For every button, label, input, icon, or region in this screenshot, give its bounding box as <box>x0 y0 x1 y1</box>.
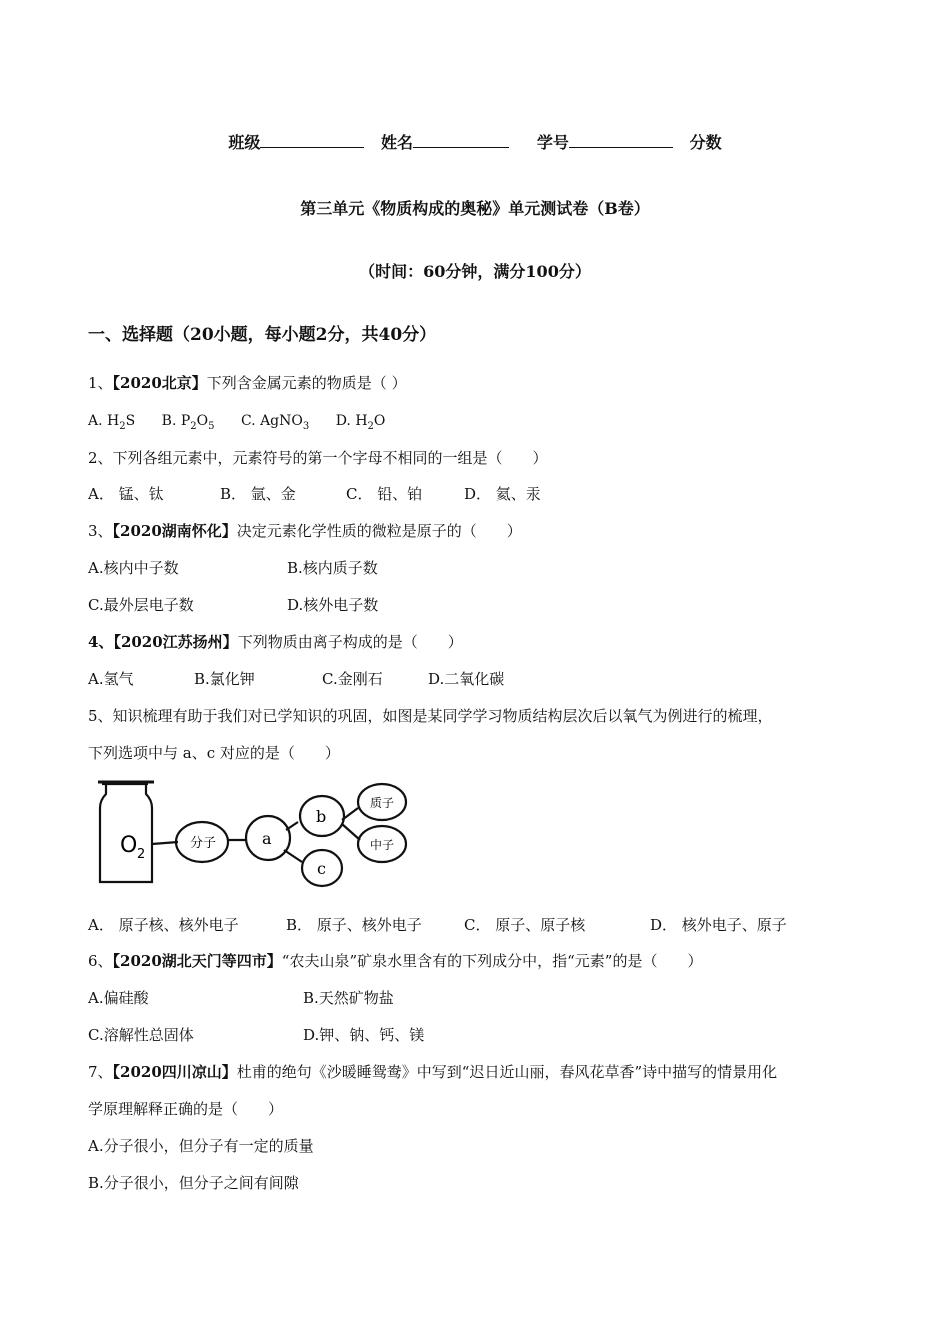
question-5: 5、知识梳理有助于我们对已学知识的巩固，如图是某同学学习物质结构层次后以氧气为例进行的梳理， <box>88 707 773 725</box>
question-number: 3、 <box>88 522 113 540</box>
class-blank[interactable] <box>260 133 364 148</box>
question-3-options-row1 <box>88 558 378 578</box>
question-7-option-a[interactable]: A.分子很小，但分子有一定的质量 <box>88 1137 314 1155</box>
question-text: 下列物质由离子构成的是（ ） <box>237 633 463 651</box>
question-number: 1、 <box>88 374 113 392</box>
question-source-tag: 【2020北京】 <box>112 374 207 392</box>
question-1-options <box>88 411 385 437</box>
option-d[interactable]: D． 核外电子、原子 <box>650 916 787 934</box>
option-d[interactable]: D.二氧化碳 <box>428 670 505 688</box>
question-source-tag: 【2020湖北天门等四市】 <box>112 952 282 970</box>
class-label: 班级 <box>228 133 261 152</box>
section-heading: 一、选择题（20小题，每小题2分，共40分） <box>88 325 437 345</box>
question-number: 4、 <box>88 633 114 651</box>
label-a: a <box>262 829 272 848</box>
question-source-tag: 【2020湖南怀化】 <box>112 522 237 540</box>
page-subtitle: （时间：60分钟，满分100分） <box>359 262 591 281</box>
question-6-options-row1 <box>88 988 394 1008</box>
option-c[interactable]: C． 原子、原子核 <box>464 916 586 934</box>
option-d[interactable]: D.钾、钠、钙、镁 <box>303 1026 425 1044</box>
option-c[interactable]: C.金刚石 <box>322 670 383 688</box>
question-text: 下列含金属元素的物质是（ ） <box>206 374 407 392</box>
score-label: 分数 <box>689 133 722 152</box>
question-number: 7、 <box>88 1063 113 1081</box>
option-a[interactable]: A. $H_2S$ <box>88 413 136 432</box>
id-label: 学号 <box>536 133 569 152</box>
question-5-options <box>88 915 787 935</box>
option-d[interactable]: D． 氦、汞 <box>464 485 541 503</box>
option-c[interactable]: C.最外层电子数 <box>88 596 194 614</box>
question-2: 2、下列各组元素中，元素符号的第一个字母不相同的一组是（ ） <box>88 449 548 467</box>
question-6-options-row2 <box>88 1025 424 1045</box>
option-b[interactable]: B.天然矿物盐 <box>303 989 394 1007</box>
question-2-options <box>88 484 541 504</box>
option-b[interactable]: B． 原子、核外电子 <box>286 916 422 934</box>
option-b[interactable]: B.核内质子数 <box>287 559 378 577</box>
question-6 <box>88 951 702 971</box>
bottle-label-sub: 2 <box>137 847 146 862</box>
question-source-tag: 【2020江苏扬州】 <box>113 633 238 651</box>
option-a[interactable]: A.氢气 <box>88 670 134 688</box>
option-d[interactable]: D.核外电子数 <box>287 596 379 614</box>
option-b[interactable]: B． 氩、金 <box>220 485 296 503</box>
question-7 <box>88 1062 777 1082</box>
option-a[interactable]: A.偏硅酸 <box>88 989 149 1007</box>
name-blank[interactable] <box>413 133 509 148</box>
option-b[interactable]: B.氯化钾 <box>194 670 255 688</box>
question-text: 决定元素化学性质的微粒是原子的（ ） <box>236 522 522 540</box>
label-c: c <box>317 859 326 878</box>
bottle-label: O <box>120 833 138 858</box>
oxygen-structure-diagram <box>96 778 436 890</box>
question-text: “农夫山泉”矿泉水里含有的下列成分中，指“元素”的是（ ） <box>281 952 703 970</box>
question-7-line2: 学原理解释正确的是（ ） <box>88 1100 284 1118</box>
question-3 <box>88 521 522 541</box>
question-number: 6、 <box>88 952 113 970</box>
molecule-label: 分子 <box>190 836 217 851</box>
question-4-options <box>88 669 504 689</box>
option-c[interactable]: C.溶解性总固体 <box>88 1026 194 1044</box>
option-a[interactable]: A． 原子核、核外电子 <box>88 916 239 934</box>
option-d[interactable]: D. $H_2O$ <box>335 413 386 432</box>
question-text: 杜甫的绝句《沙暖睡鸳鸯》中写到“迟日近山丽，春风花草香”诗中描写的情景用化 <box>236 1063 778 1081</box>
id-blank[interactable] <box>569 133 673 148</box>
question-1 <box>88 373 407 393</box>
option-c[interactable]: C． 铅、铂 <box>346 485 423 503</box>
neutron-label: 中子 <box>370 838 395 852</box>
option-a[interactable]: A． 锰、钛 <box>88 485 164 503</box>
option-b[interactable]: B. $P_2O_5$ <box>161 413 215 432</box>
question-7-option-b[interactable]: B.分子很小，但分子之间有间隙 <box>88 1174 299 1192</box>
name-label: 姓名 <box>381 133 414 152</box>
question-5-line2: 下列选项中与 a、c 对应的是（ ） <box>88 744 340 762</box>
label-b: b <box>316 807 327 826</box>
option-a[interactable]: A.核内中子数 <box>88 559 179 577</box>
question-3-options-row2 <box>88 595 378 615</box>
page-title: 第三单元《物质构成的奥秘》单元测试卷（B卷） <box>300 199 650 218</box>
option-c[interactable]: C. AgNO$_3$ <box>240 413 310 432</box>
question-source-tag: 【2020四川凉山】 <box>112 1063 237 1081</box>
student-info-header <box>0 133 950 153</box>
question-4 <box>88 632 463 652</box>
proton-label: 质子 <box>370 796 395 810</box>
